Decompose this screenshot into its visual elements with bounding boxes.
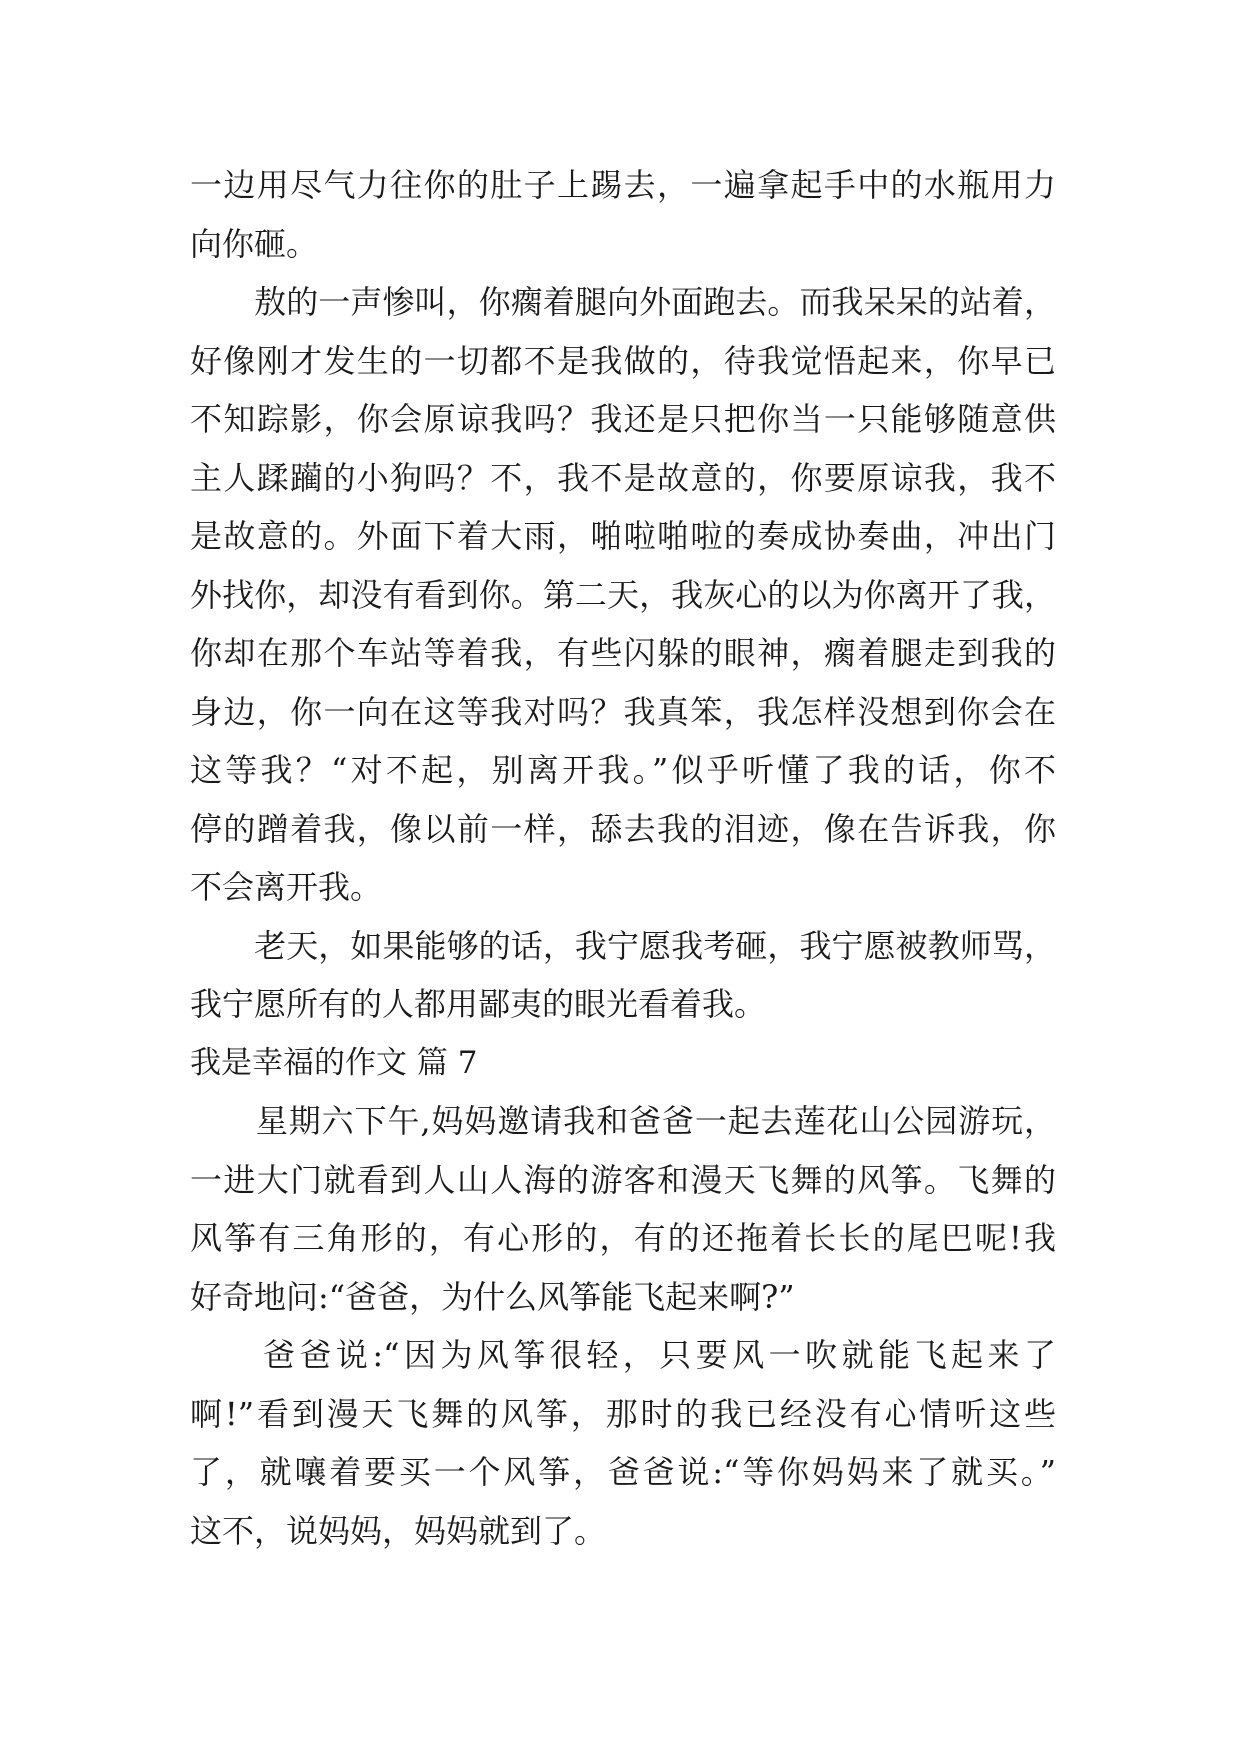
text-line: 我宁愿所有的人都用鄙夷的眼光看着我。 <box>190 985 767 1023</box>
text-line: 是故意的。外面下着大雨，啪啦啪啦的奏成协奏曲，冲出门 <box>190 517 1056 555</box>
text-line: 这等我？“对不起，别离开我。”似乎听懂了我的话，你不 <box>190 751 1056 789</box>
document-body <box>190 156 1056 1560</box>
section-heading: 我是幸福的作文 篇 7 <box>190 1044 478 1081</box>
text-line: 这不，说妈妈，妈妈就到了。 <box>190 1511 607 1550</box>
text-line: 爸爸说:“因为风筝很轻，只要风一吹就能飞起来了 <box>190 1336 1056 1374</box>
text-line: 了，就嚷着要买一个风筝，爸爸说:“等你妈妈来了就买。” <box>190 1453 1056 1491</box>
text-line: 啊!”看到漫天飞舞的风筝，那时的我已经没有心情听这些 <box>190 1394 1056 1433</box>
text-line: 你却在那个车站等着我，有些闪躲的眼神，瘸着腿走到我的 <box>190 634 1056 672</box>
text-line: 停的蹭着我，像以前一样，舔去我的泪迹，像在告诉我，你 <box>190 809 1056 848</box>
text-line: 向你砸。 <box>190 224 319 263</box>
text-line: 敖的一声惨叫，你瘸着腿向外面跑去。而我呆呆的站着， <box>190 283 1056 321</box>
text-line: 好奇地问:“爸爸，为什么风筝能飞起来啊?” <box>190 1277 795 1316</box>
text-line: 星期六下午,妈妈邀请我和爸爸一起去莲花山公园游玩， <box>190 1102 1056 1140</box>
text-line: 老天，如果能够的话，我宁愿我考砸，我宁愿被教师骂， <box>190 926 1056 965</box>
text-line: 一边用尽气力往你的肚子上踢去，一遍拿起手中的水瓶用力 <box>190 166 1056 204</box>
text-line: 不会离开我。 <box>190 868 383 906</box>
text-line: 主人蹂躏的小狗吗？不，我不是故意的，你要原谅我，我不 <box>190 458 1056 497</box>
text-line: 不知踪影，你会原谅我吗？我还是只把你当一只能够随意供 <box>190 400 1056 438</box>
text-line: 好像刚才发生的一切都不是我做的，待我觉悟起来，你早已 <box>190 341 1056 380</box>
text-line: 一进大门就看到人山人海的游客和漫天飞舞的风筝。飞舞的 <box>190 1160 1056 1199</box>
text-line: 身边，你一向在这等我对吗？我真笨，我怎样没想到你会在 <box>190 692 1056 731</box>
text-line: 风筝有三角形的，有心形的，有的还拖着长长的尾巴呢!我 <box>190 1219 1056 1257</box>
text-line: 外找你，却没有看到你。第二天，我灰心的以为你离开了我， <box>190 575 1056 614</box>
